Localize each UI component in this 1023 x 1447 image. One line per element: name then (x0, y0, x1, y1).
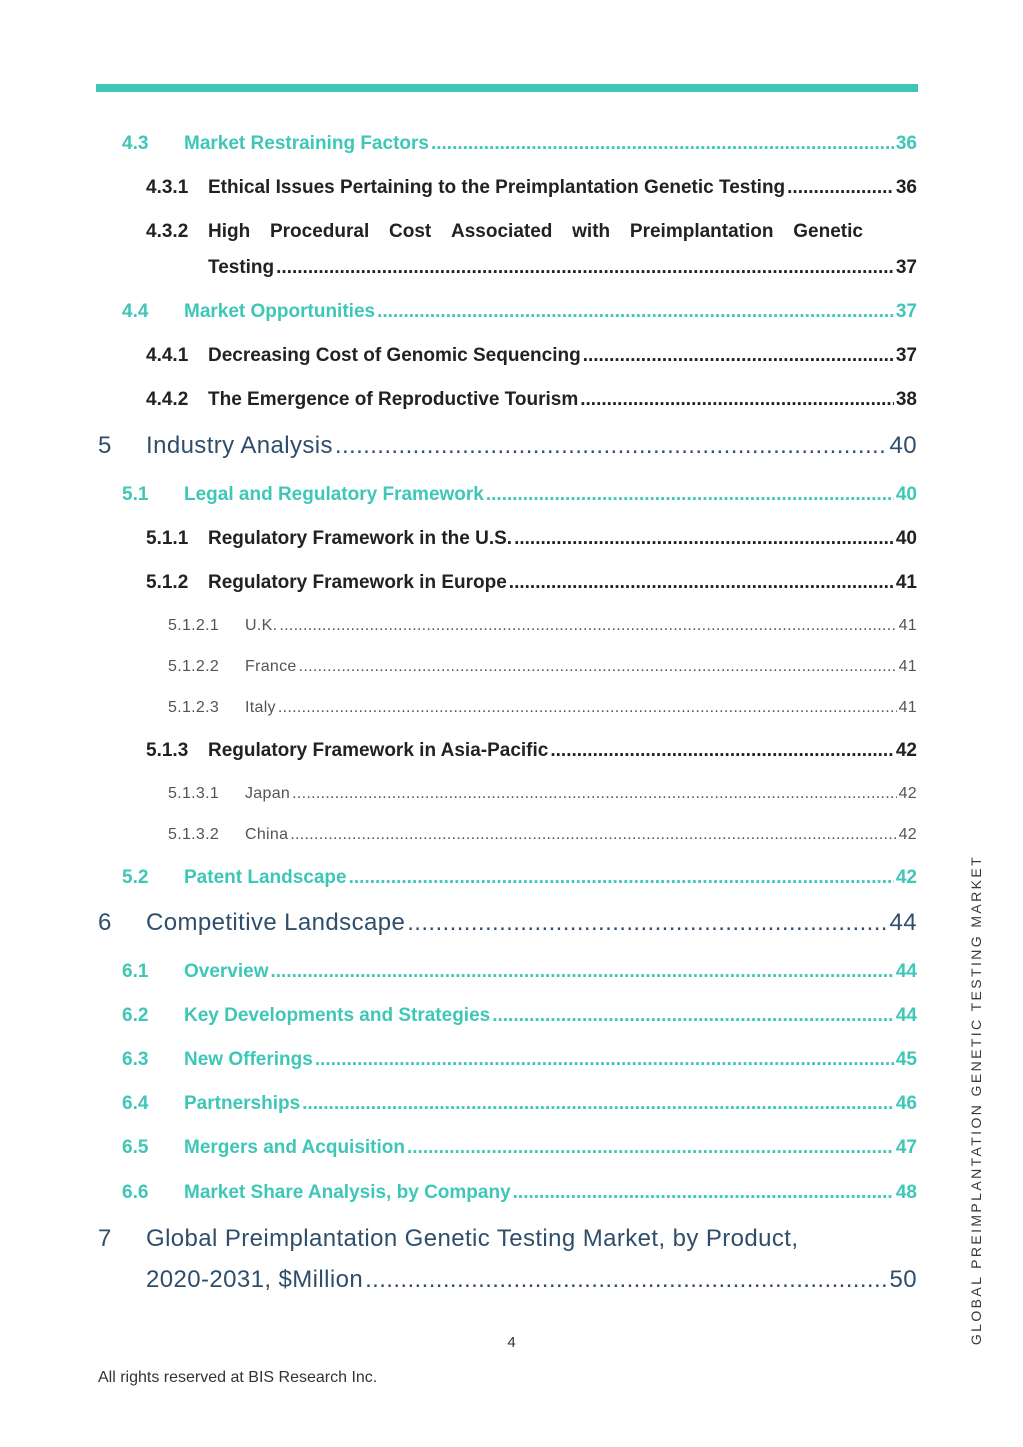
toc-leader (431, 133, 894, 155)
toc-title-word: Preimplantation (629, 221, 774, 242)
toc-leader (513, 1182, 894, 1204)
toc-leader (290, 826, 896, 844)
toc-number: 4.4.1 (146, 345, 189, 366)
side-report-title: GLOBAL PREIMPLANTATION GENETIC TESTING MARKET (968, 854, 984, 1346)
toc-page: 44 (895, 1005, 917, 1026)
toc-number: 5.1.3.1 (168, 785, 220, 802)
toc-title: Overview (184, 961, 269, 982)
toc-page: 36 (895, 177, 917, 198)
toc-leader (335, 432, 888, 460)
toc-title: Competitive Landscape (146, 909, 406, 936)
toc-number: 5.1 (122, 484, 149, 505)
toc-leader (299, 658, 897, 676)
toc-entry-5-1[interactable] (122, 484, 917, 506)
toc-title-word: Genetic (793, 221, 863, 242)
toc-leader (292, 785, 897, 803)
toc-number: 5.1.1 (146, 528, 189, 549)
toc-leader (365, 1266, 887, 1294)
toc-title: China (245, 826, 289, 843)
toc-number: 4.3.2 (146, 221, 189, 242)
toc-leader (580, 389, 894, 411)
toc-entry-5-1-3-1[interactable] (168, 785, 917, 803)
toc-entry-5-2[interactable] (122, 867, 917, 889)
toc-entry-5-1-3-2[interactable] (168, 826, 917, 844)
toc-number: 6 (98, 909, 112, 936)
toc-title: Market Restraining Factors (184, 133, 429, 154)
toc-leader (486, 484, 894, 506)
toc-leader (278, 699, 897, 717)
toc-title: 2020-2031, $Million (146, 1266, 364, 1293)
toc-entry-4-4-2[interactable] (146, 389, 917, 411)
toc-number: 6.3 (122, 1049, 149, 1070)
toc-entry-6-5[interactable] (122, 1137, 917, 1159)
toc-title: The Emergence of Reproductive Tourism (208, 389, 579, 410)
copyright-notice: All rights reserved at BIS Research Inc. (98, 1369, 378, 1386)
toc-number: 5.2 (122, 867, 149, 888)
toc-number: 5.1.2.1 (168, 617, 220, 634)
toc-entry-7-line1[interactable] (98, 1225, 798, 1253)
header-accent-bar (96, 84, 918, 92)
toc-page: 45 (895, 1049, 917, 1070)
toc-title: Mergers and Acquisition (184, 1137, 405, 1158)
toc-entry-5-1-1[interactable] (146, 528, 917, 550)
toc-title: Japan (245, 785, 291, 802)
toc-number: 5.1.2 (146, 572, 189, 593)
toc-entry-4-3-2-line1[interactable] (146, 221, 917, 243)
toc-title-word: with (572, 221, 611, 242)
toc-title: U.K. (245, 617, 278, 634)
toc-page: 44 (895, 961, 917, 982)
toc-title: Market Share Analysis, by Company (184, 1182, 511, 1203)
toc-leader (492, 1005, 894, 1027)
toc-page: 37 (895, 345, 917, 366)
toc-number: 5.1.3 (146, 740, 189, 761)
toc-entry-6[interactable] (98, 909, 917, 937)
toc-title-word: High (208, 221, 251, 242)
toc-number: 6.6 (122, 1182, 149, 1203)
toc-page: 41 (898, 658, 917, 675)
toc-number: 7 (98, 1225, 112, 1252)
toc-page: 37 (895, 257, 917, 278)
toc-leader (315, 1049, 894, 1071)
toc-title: Regulatory Framework in the U.S. (208, 528, 513, 549)
toc-entry-4-4-1[interactable] (146, 345, 917, 367)
toc-page: 40 (895, 528, 917, 549)
toc-leader (550, 740, 894, 762)
toc-page: 42 (898, 785, 917, 802)
toc-entry-6-2[interactable] (122, 1005, 917, 1027)
toc-entry-5-1-2-1[interactable] (168, 617, 917, 635)
toc-number: 4.4.2 (146, 389, 189, 410)
toc-entry-4-3-1[interactable] (146, 177, 917, 199)
toc-title: France (245, 658, 297, 675)
toc-title: Partnerships (184, 1093, 301, 1114)
toc-number: 4.3.1 (146, 177, 189, 198)
toc-page: 42 (895, 867, 917, 888)
toc-title: Legal and Regulatory Framework (184, 484, 484, 505)
toc-title: Patent Landscape (184, 867, 347, 888)
toc-entry-4-4[interactable] (122, 301, 917, 323)
toc-leader (509, 572, 894, 594)
toc-page: 50 (889, 1266, 917, 1293)
toc-entry-6-6[interactable] (122, 1182, 917, 1204)
toc-title: Key Developments and Strategies (184, 1005, 491, 1026)
toc-entry-6-1[interactable] (122, 961, 917, 983)
toc-leader (271, 961, 894, 983)
toc-leader (407, 909, 887, 937)
toc-leader (514, 528, 894, 550)
toc-page: 41 (895, 572, 917, 593)
toc-leader (377, 301, 894, 323)
toc-title-word: Cost (389, 221, 432, 242)
toc-leader (583, 345, 894, 367)
toc-page: 42 (895, 740, 917, 761)
toc-number: 6.4 (122, 1093, 149, 1114)
toc-title: Italy (245, 699, 276, 716)
toc-number: 5.1.2.3 (168, 699, 220, 716)
toc-number: 6.2 (122, 1005, 149, 1026)
toc-entry-5-1-2[interactable] (146, 572, 917, 594)
toc-title: Decreasing Cost of Genomic Sequencing (208, 345, 581, 366)
toc-title: Market Opportunities (184, 301, 376, 322)
toc-entry-5-1-2-3[interactable] (168, 699, 917, 717)
toc-leader (276, 257, 894, 279)
toc-page: 42 (898, 826, 917, 843)
toc-entry-5-1-3[interactable] (146, 740, 917, 762)
toc-page: 38 (895, 389, 917, 410)
toc-entry-4-3[interactable] (122, 133, 917, 155)
toc-leader (279, 617, 896, 635)
toc-page: 46 (895, 1093, 917, 1114)
toc-leader (302, 1093, 894, 1115)
toc-title: Global Preimplantation Genetic Testing Market, by Product, (146, 1225, 799, 1252)
toc-title: Industry Analysis (146, 432, 333, 459)
toc-title-word: Procedural (269, 221, 370, 242)
toc-page: 47 (895, 1137, 917, 1158)
toc-title: Ethical Issues Pertaining to the Preimplantation Genetic Testing (208, 177, 786, 198)
toc-entry-6-4[interactable] (122, 1093, 917, 1115)
toc-number: 6.5 (122, 1137, 149, 1158)
toc-leader (787, 177, 894, 199)
toc-number: 5 (98, 432, 112, 459)
toc-page: 44 (889, 909, 917, 936)
toc-title: Testing (208, 257, 275, 278)
toc-leader (407, 1137, 894, 1159)
toc-entry-7-line2[interactable] (146, 1266, 917, 1294)
toc-page: 41 (898, 617, 917, 634)
toc-number: 5.1.2.2 (168, 658, 220, 675)
toc-entry-5[interactable] (98, 432, 917, 460)
toc-entry-6-3[interactable] (122, 1049, 917, 1071)
toc-page: 36 (895, 133, 917, 154)
toc-page: 37 (895, 301, 917, 322)
toc-entry-5-1-2-2[interactable] (168, 658, 917, 676)
toc-title-word: Associated (451, 221, 553, 242)
toc-number: 5.1.3.2 (168, 826, 220, 843)
toc-title: New Offerings (184, 1049, 313, 1070)
toc-entry-4-3-2-line2[interactable] (208, 257, 917, 279)
page-number: 4 (507, 1334, 516, 1351)
toc-leader (349, 867, 894, 889)
toc-page: 48 (895, 1182, 917, 1203)
toc-page: 41 (898, 699, 917, 716)
toc-title: Regulatory Framework in Asia-Pacific (208, 740, 549, 761)
toc-title: Regulatory Framework in Europe (208, 572, 507, 593)
toc-number: 4.3 (122, 133, 149, 154)
toc-number: 6.1 (122, 961, 149, 982)
toc-page: 40 (889, 432, 917, 459)
toc-page: 40 (895, 484, 917, 505)
toc-number: 4.4 (122, 301, 149, 322)
